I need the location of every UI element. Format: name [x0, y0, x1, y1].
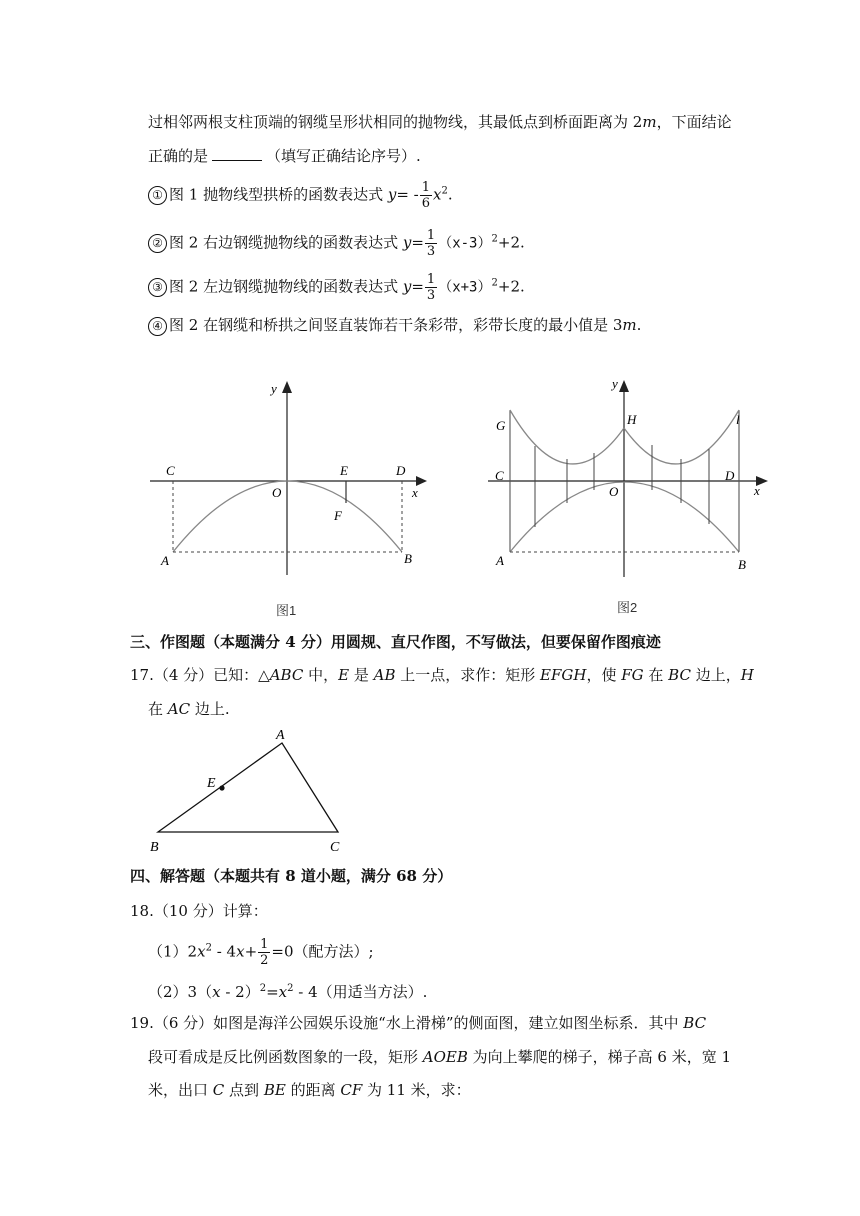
q16-line2: 正确的是 （填写正确结论序号）. — [148, 147, 421, 165]
figure-1-caption: 图1 — [276, 603, 297, 618]
fig1-label-D: D — [396, 463, 406, 478]
figure-2-caption: 图2 — [617, 600, 638, 615]
fig2-label-B: B — [738, 557, 746, 572]
figure-1-parabola-arch — [140, 375, 440, 595]
q16-line1: 过相邻两根支柱顶端的钢缆呈形状相同的抛物线，其最低点到桥面距离为 2m，下面结论 — [148, 113, 732, 131]
fig2-label-x: x — [754, 483, 760, 498]
fig1-label-y: y — [271, 381, 277, 396]
fig2-label-G: G — [496, 418, 506, 433]
fig2-label-C: C — [495, 468, 504, 483]
q16-option-4: ④ 图 2 在钢缆和桥拱之间竖直装饰若干条彩带，彩带长度的最小值是 3m. — [148, 315, 641, 336]
fig1-label-B: B — [404, 551, 412, 566]
section-4-heading: 四、解答题（本题共有 8 道小题，满分 68 分） — [130, 867, 453, 885]
fig1-label-C: C — [166, 463, 175, 478]
fig1-label-x: x — [412, 485, 418, 500]
fig2-label-l: l — [736, 412, 740, 427]
fig2-label-O: O — [609, 484, 619, 499]
q17-line1: 17.（4 分）已知：△ABC 中，E 是 AB 上一点，求作：矩形 EFGH，使 FG 在 BC 边上，H — [130, 666, 754, 684]
fig1-label-O: O — [272, 485, 282, 500]
fig1-label-F: F — [334, 508, 342, 523]
q18-part-2: $(2)3(x - 2)^2=x^2 - 4$（用适当方法）. — [148, 983, 428, 1001]
figure-2-cable-bridge — [488, 372, 778, 600]
q16-option-2: ② 图 2 右边钢缆抛物线的函数表达式 y= $\frac{1}{3}$ $(x-3)^2+2$. — [148, 228, 525, 259]
fig2-label-D: D — [725, 468, 735, 483]
q16-option-3: ③ 图 2 左边钢缆抛物线的函数表达式 y= $\frac{1}{3}$ $(x+3)^2+2$. — [148, 272, 525, 303]
fig2-label-A: A — [496, 553, 504, 568]
fig2-label-y: y — [612, 376, 618, 391]
q17-triangle-figure — [140, 724, 360, 856]
q18-line1: 18.（10 分）计算： — [130, 902, 268, 920]
tri-label-B: B — [150, 840, 159, 855]
tri-label-A: A — [276, 728, 285, 743]
q19-line3: 米，出口 C 点到 BE 的距离 CF 为 11 米，求： — [148, 1081, 471, 1099]
section-3-heading: 三、作图题（本题满分 4 分）用圆规、直尺作图，不写做法，但要保留作图痕迹 — [130, 633, 661, 651]
fig2-label-H: H — [627, 412, 637, 427]
tri-label-E: E — [207, 776, 216, 791]
q16-option-1: ① 图 1 抛物线型拱桥的函数表达式 y= - $\frac{1}{6}$ $x^2$. — [148, 180, 453, 211]
fig1-label-A: A — [161, 553, 169, 568]
q19-line2: 段可看成是反比例函数图象的一段，矩形 AOEB 为向上攀爬的梯子，梯子高 6 米，宽 1 — [148, 1048, 732, 1066]
q19-line1: 19.（6 分）如图是海洋公园娱乐设施“水上滑梯”的侧面图，建立如图坐标系．其中 BC — [130, 1014, 707, 1032]
answer-blank[interactable] — [212, 146, 262, 161]
point-E-marker — [219, 785, 224, 790]
fig1-label-E: E — [340, 463, 348, 478]
q18-part-1: $(1)2x^2 - 4x+$ $\frac{1}{2}$ =0（配方法）; — [148, 937, 374, 968]
tri-label-C: C — [330, 840, 340, 855]
q17-line2: 在 AC 边上. — [148, 700, 230, 718]
